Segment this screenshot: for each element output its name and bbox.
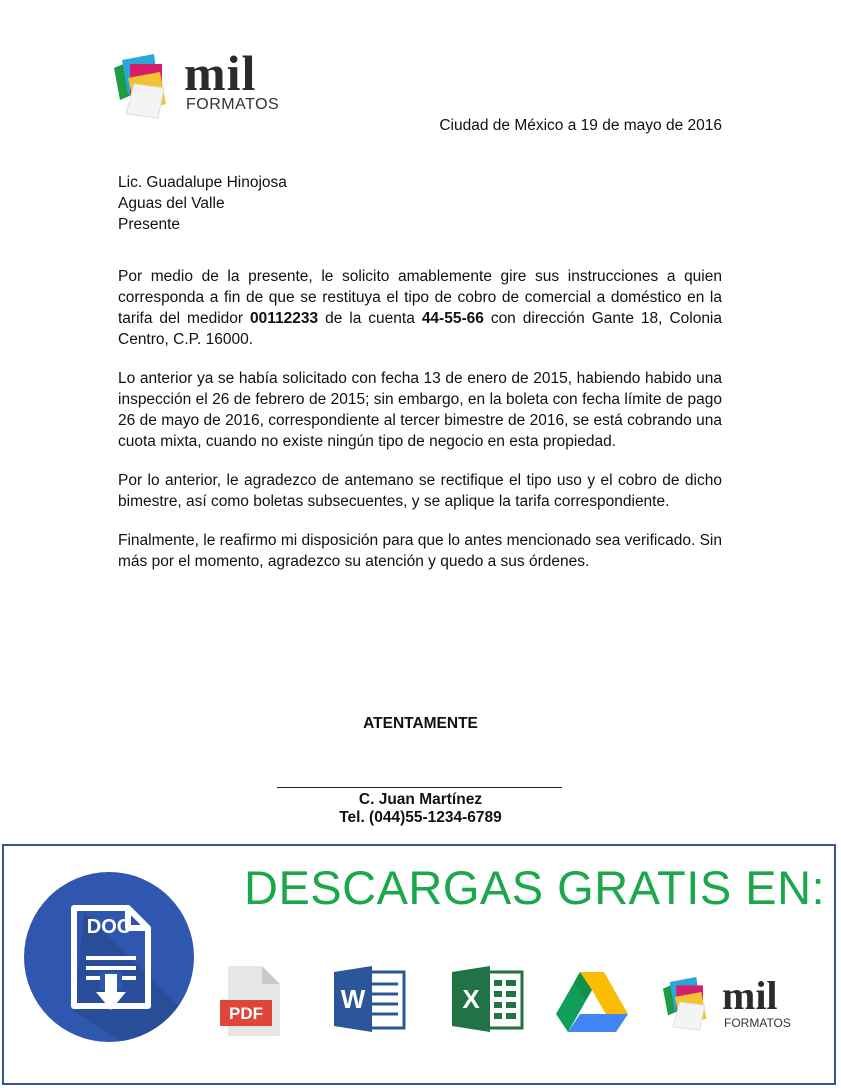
- account-number: 44-55-66: [421, 310, 484, 327]
- mil-formatos-logo-icon: [108, 48, 180, 120]
- small-logo-sub: FORMATOS: [724, 1016, 791, 1030]
- excel-download-link[interactable]: [450, 964, 524, 1034]
- pdf-file-icon: [218, 964, 284, 1038]
- paragraph-3: Por lo anterior, le agradezco de antemano se rectifique el tipo uso y el cobro de dicho bimestre, así como boletas subsecuentes, y se aplique la tarifa correspondiente.: [118, 472, 722, 510]
- recipient-block: [118, 172, 287, 235]
- paragraph-1-text-c: con dirección Gante 18, Colonia Centro, C.P. 16000.: [118, 310, 723, 348]
- recipient-name: Lic. Guadalupe Hinojosa: [118, 174, 287, 191]
- signature-line: [277, 787, 562, 788]
- letter-date: Ciudad de México a 19 de mayo de 2016: [439, 117, 722, 134]
- logo-wordmark: mil: [184, 45, 257, 101]
- mil-formatos-logo: [108, 45, 288, 120]
- letter-body: [118, 266, 722, 590]
- doc-download-badge[interactable]: [24, 872, 194, 1042]
- paragraph-1-text-b: de la cuenta: [318, 310, 422, 327]
- pdf-download-link[interactable]: [218, 964, 284, 1038]
- paragraph-4: Finalmente, le reafirmo mi disposición para que lo antes mencionado sea verificado. Sin más por el momento, agradezco su atención y quedo a sus órdenes.: [118, 532, 722, 570]
- small-logo-word: mil: [722, 973, 778, 1018]
- doc-download-icon: [24, 872, 194, 1042]
- recipient-presente: Presente: [118, 216, 181, 233]
- word-download-link[interactable]: [332, 964, 406, 1034]
- paragraph-1: [118, 266, 722, 350]
- signer-name: C. Juan Martínez: [358, 791, 483, 808]
- closing-text: ATENTAMENTE: [363, 715, 478, 732]
- mil-formatos-link[interactable]: [658, 972, 818, 1036]
- pdf-label: PDF: [229, 1004, 263, 1023]
- google-drive-link[interactable]: [556, 970, 628, 1032]
- google-drive-icon: [556, 970, 628, 1032]
- recipient-company: Aguas del Valle: [118, 195, 225, 212]
- doc-label: DOC: [86, 916, 132, 938]
- signer-phone: Tel. (044)55-1234-6789: [339, 809, 502, 826]
- word-letter: W: [340, 984, 366, 1014]
- meter-number: 00112233: [250, 310, 319, 327]
- paragraph-2: Lo anterior ya se había solicitado con fecha 13 de enero de 2015, habiendo habido una inspección el 26 de febrero de 2015; sin embargo, en la boleta con fecha límite de pago 26 de mayo de 2016, correspondiente al tercer bimestre de 2016, se está cobrando una cuota mixta, cuando no existe ningún tipo de negocio en esta propiedad.: [118, 370, 722, 450]
- mil-formatos-small-logo-icon: [658, 972, 718, 1032]
- banner-title: DESCARGAS GRATIS EN:: [244, 861, 826, 914]
- paragraph-1-text-a: Por medio de la presente, le solicito amablemente gire sus instrucciones a quien corresponda a fin de que se restituya el tipo de cobro de comercial a doméstico en la tarifa del medidor: [118, 268, 722, 327]
- download-banner: [2, 844, 836, 1085]
- excel-letter: X: [462, 984, 480, 1014]
- logo-subtitle: FORMATOS: [186, 96, 280, 113]
